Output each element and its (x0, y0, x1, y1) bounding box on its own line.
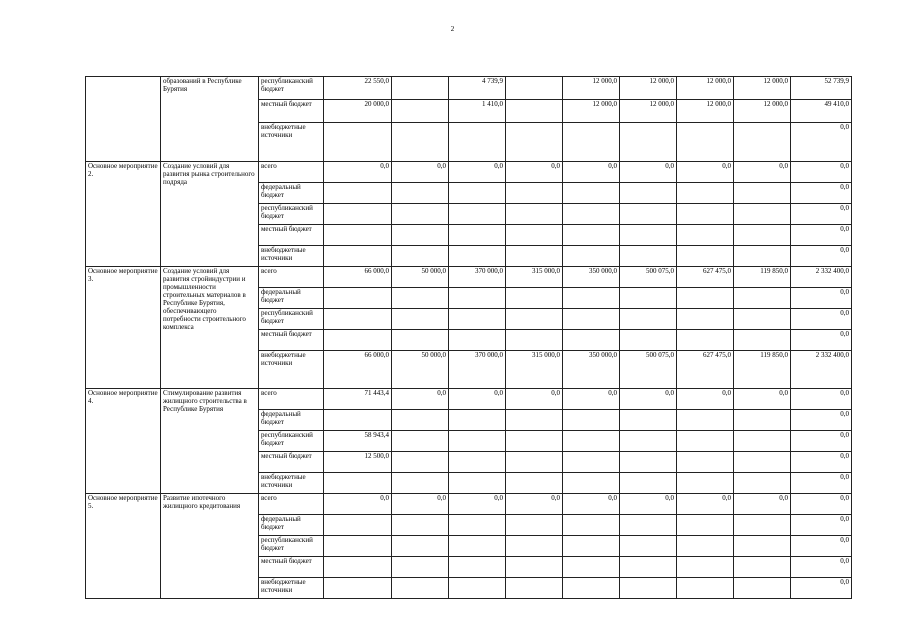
value-cell (563, 123, 620, 162)
value-cell (324, 225, 392, 246)
source-cell: местный бюджет (259, 330, 324, 351)
value-cell: 350 000,0 (563, 267, 620, 288)
source-cell: федеральный бюджет (259, 183, 324, 204)
value-cell (449, 536, 506, 557)
value-cell: 500 075,0 (620, 267, 677, 288)
value-cell (392, 578, 449, 599)
value-cell: 50 000,0 (392, 267, 449, 288)
table-row (86, 77, 852, 100)
value-cell (506, 183, 563, 204)
title-cell: Создание условий для развития стройиндустрии и промышленности строительных материалов в Республике Бурятия, обеспечивающего потребности строительного комплекса (161, 267, 259, 389)
value-cell (324, 309, 392, 330)
value-cell (449, 431, 506, 452)
value-cell: 0,0 (449, 162, 506, 183)
value-cell: 370 000,0 (449, 351, 506, 389)
value-cell: 0,0 (563, 389, 620, 410)
value-cell (620, 578, 677, 599)
value-cell (677, 288, 734, 309)
table-row (86, 162, 852, 183)
value-cell (324, 183, 392, 204)
value-cell: 119 850,0 (734, 351, 791, 389)
value-cell: 0,0 (791, 204, 852, 225)
value-cell: 0,0 (791, 431, 852, 452)
value-cell: 0,0 (791, 536, 852, 557)
source-cell: федеральный бюджет (259, 515, 324, 536)
value-cell: 0,0 (734, 389, 791, 410)
source-cell: республиканский бюджет (259, 431, 324, 452)
value-cell (620, 515, 677, 536)
value-cell (734, 536, 791, 557)
value-cell: 66 000,0 (324, 267, 392, 288)
value-cell (324, 536, 392, 557)
value-cell (734, 515, 791, 536)
value-cell (449, 473, 506, 494)
value-cell (392, 452, 449, 473)
value-cell (506, 288, 563, 309)
value-cell (734, 473, 791, 494)
source-cell: внебюджетные источники (259, 123, 324, 162)
value-cell (449, 452, 506, 473)
value-cell (449, 204, 506, 225)
source-cell: республиканский бюджет (259, 77, 324, 100)
value-cell (449, 123, 506, 162)
value-cell (563, 557, 620, 578)
source-cell: внебюджетные источники (259, 473, 324, 494)
value-cell: 315 000,0 (506, 351, 563, 389)
value-cell: 0,0 (791, 473, 852, 494)
value-cell (563, 452, 620, 473)
source-cell: республиканский бюджет (259, 309, 324, 330)
value-cell: 0,0 (791, 494, 852, 515)
value-cell (563, 204, 620, 225)
value-cell (734, 246, 791, 267)
value-cell (506, 410, 563, 431)
value-cell (506, 431, 563, 452)
value-cell (677, 410, 734, 431)
value-cell: 0,0 (620, 494, 677, 515)
value-cell (449, 183, 506, 204)
source-cell: внебюджетные источники (259, 246, 324, 267)
value-cell: 119 850,0 (734, 267, 791, 288)
value-cell (449, 578, 506, 599)
value-cell (563, 410, 620, 431)
source-cell: федеральный бюджет (259, 410, 324, 431)
value-cell (734, 309, 791, 330)
value-cell: 20 000,0 (324, 100, 392, 123)
value-cell (392, 431, 449, 452)
value-cell (392, 183, 449, 204)
value-cell: 0,0 (506, 494, 563, 515)
value-cell (620, 246, 677, 267)
value-cell: 12 000,0 (563, 77, 620, 100)
value-cell (392, 410, 449, 431)
value-cell: 0,0 (449, 494, 506, 515)
value-cell (620, 288, 677, 309)
value-cell: 2 332 400,0 (791, 351, 852, 389)
value-cell (677, 246, 734, 267)
value-cell (563, 431, 620, 452)
value-cell: 0,0 (791, 288, 852, 309)
value-cell (563, 473, 620, 494)
page-number: 2 (450, 25, 455, 33)
value-cell (449, 557, 506, 578)
source-cell: местный бюджет (259, 557, 324, 578)
value-cell (734, 183, 791, 204)
value-cell: 0,0 (620, 389, 677, 410)
value-cell (620, 410, 677, 431)
measure-cell: Основное мероприятие 4. (86, 389, 161, 494)
value-cell: 0,0 (791, 452, 852, 473)
value-cell (734, 225, 791, 246)
value-cell: 0,0 (791, 309, 852, 330)
value-cell: 2 332 400,0 (791, 267, 852, 288)
value-cell (677, 473, 734, 494)
value-cell (620, 123, 677, 162)
value-cell (324, 515, 392, 536)
value-cell: 0,0 (734, 162, 791, 183)
measure-cell: Основное мероприятие 5. (86, 494, 161, 599)
source-cell: местный бюджет (259, 452, 324, 473)
value-cell: 315 000,0 (506, 267, 563, 288)
value-cell (677, 183, 734, 204)
value-cell (392, 123, 449, 162)
source-cell: местный бюджет (259, 100, 324, 123)
value-cell (620, 204, 677, 225)
source-cell: внебюджетные источники (259, 351, 324, 389)
value-cell: 12 000,0 (563, 100, 620, 123)
value-cell (677, 578, 734, 599)
value-cell (506, 578, 563, 599)
value-cell: 12 500,0 (324, 452, 392, 473)
value-cell (563, 536, 620, 557)
value-cell (677, 557, 734, 578)
value-cell (324, 578, 392, 599)
value-cell: 500 075,0 (620, 351, 677, 389)
value-cell: 627 475,0 (677, 267, 734, 288)
value-cell (324, 246, 392, 267)
value-cell: 0,0 (791, 389, 852, 410)
value-cell: 12 000,0 (734, 77, 791, 100)
value-cell (392, 515, 449, 536)
value-cell (506, 515, 563, 536)
value-cell (620, 309, 677, 330)
value-cell (392, 246, 449, 267)
value-cell: 4 739,9 (449, 77, 506, 100)
value-cell: 0,0 (791, 225, 852, 246)
value-cell (563, 515, 620, 536)
source-cell: всего (259, 389, 324, 410)
title-cell: Развитие ипотечного жилищного кредитования (161, 494, 259, 599)
source-cell: республиканский бюджет (259, 536, 324, 557)
value-cell: 71 443,4 (324, 389, 392, 410)
value-cell (620, 452, 677, 473)
value-cell (324, 204, 392, 225)
value-cell (506, 77, 563, 100)
title-cell: Создание условий для развития рынка строительного подряда (161, 162, 259, 267)
value-cell: 0,0 (506, 389, 563, 410)
title-cell: Стимулирование развития жилищного строительства в Республике Бурятия (161, 389, 259, 494)
value-cell: 0,0 (791, 410, 852, 431)
table-row (86, 389, 852, 410)
source-cell: всего (259, 162, 324, 183)
value-cell (563, 309, 620, 330)
value-cell (734, 578, 791, 599)
value-cell (392, 288, 449, 309)
value-cell: 12 000,0 (677, 77, 734, 100)
value-cell: 12 000,0 (620, 77, 677, 100)
measure-cell (86, 77, 161, 162)
value-cell (392, 204, 449, 225)
value-cell (563, 288, 620, 309)
value-cell (734, 557, 791, 578)
value-cell: 0,0 (324, 162, 392, 183)
value-cell (449, 410, 506, 431)
value-cell (620, 183, 677, 204)
value-cell: 0,0 (324, 494, 392, 515)
value-cell (392, 100, 449, 123)
source-cell: федеральный бюджет (259, 288, 324, 309)
value-cell: 49 410,0 (791, 100, 852, 123)
value-cell (506, 100, 563, 123)
source-cell: всего (259, 494, 324, 515)
value-cell (506, 473, 563, 494)
value-cell (620, 557, 677, 578)
value-cell (449, 225, 506, 246)
value-cell: 0,0 (791, 246, 852, 267)
value-cell (324, 473, 392, 494)
value-cell: 0,0 (791, 162, 852, 183)
value-cell: 0,0 (791, 578, 852, 599)
value-cell: 0,0 (563, 494, 620, 515)
value-cell (392, 225, 449, 246)
measure-cell: Основное мероприятие 3. (86, 267, 161, 389)
value-cell (677, 330, 734, 351)
value-cell (506, 330, 563, 351)
value-cell: 0,0 (620, 162, 677, 183)
value-cell (506, 204, 563, 225)
value-cell (677, 515, 734, 536)
value-cell (392, 473, 449, 494)
value-cell (324, 288, 392, 309)
value-cell (392, 77, 449, 100)
value-cell (506, 557, 563, 578)
value-cell: 0,0 (449, 389, 506, 410)
table-row (86, 267, 852, 288)
value-cell: 50 000,0 (392, 351, 449, 389)
value-cell: 627 475,0 (677, 351, 734, 389)
value-cell (506, 123, 563, 162)
value-cell: 0,0 (791, 183, 852, 204)
title-cell: образований в Республике Бурятия (161, 77, 259, 162)
value-cell (734, 204, 791, 225)
budget-table (85, 76, 852, 599)
value-cell (324, 330, 392, 351)
value-cell (734, 410, 791, 431)
value-cell (677, 452, 734, 473)
source-cell: внебюджетные источники (259, 578, 324, 599)
value-cell (620, 330, 677, 351)
value-cell (392, 309, 449, 330)
value-cell: 350 000,0 (563, 351, 620, 389)
value-cell (324, 557, 392, 578)
value-cell (734, 330, 791, 351)
value-cell (506, 309, 563, 330)
value-cell (677, 431, 734, 452)
value-cell (506, 246, 563, 267)
value-cell: 0,0 (791, 123, 852, 162)
value-cell: 0,0 (677, 162, 734, 183)
value-cell (392, 536, 449, 557)
source-cell: местный бюджет (259, 225, 324, 246)
value-cell: 0,0 (677, 389, 734, 410)
value-cell (506, 536, 563, 557)
value-cell: 370 000,0 (449, 267, 506, 288)
value-cell: 0,0 (392, 162, 449, 183)
value-cell (449, 288, 506, 309)
source-cell: всего (259, 267, 324, 288)
value-cell: 0,0 (563, 162, 620, 183)
value-cell (449, 330, 506, 351)
value-cell: 52 739,9 (791, 77, 852, 100)
value-cell (734, 431, 791, 452)
value-cell: 0,0 (791, 557, 852, 578)
table-row (86, 494, 852, 515)
value-cell (620, 431, 677, 452)
value-cell (449, 309, 506, 330)
value-cell: 0,0 (392, 494, 449, 515)
value-cell: 0,0 (677, 494, 734, 515)
value-cell: 0,0 (791, 330, 852, 351)
value-cell: 12 000,0 (734, 100, 791, 123)
value-cell (392, 557, 449, 578)
value-cell: 0,0 (392, 389, 449, 410)
value-cell (677, 536, 734, 557)
value-cell (392, 330, 449, 351)
value-cell: 12 000,0 (620, 100, 677, 123)
value-cell (620, 225, 677, 246)
measure-cell: Основное мероприятие 2. (86, 162, 161, 267)
value-cell (734, 123, 791, 162)
value-cell (563, 183, 620, 204)
value-cell (563, 330, 620, 351)
value-cell (449, 515, 506, 536)
value-cell: 22 550,0 (324, 77, 392, 100)
value-cell (734, 452, 791, 473)
value-cell (620, 473, 677, 494)
value-cell: 0,0 (506, 162, 563, 183)
value-cell: 0,0 (734, 494, 791, 515)
value-cell: 66 000,0 (324, 351, 392, 389)
value-cell: 0,0 (791, 515, 852, 536)
value-cell (563, 246, 620, 267)
value-cell (324, 410, 392, 431)
value-cell (677, 123, 734, 162)
value-cell: 58 943,4 (324, 431, 392, 452)
value-cell (563, 578, 620, 599)
value-cell (677, 225, 734, 246)
value-cell (620, 536, 677, 557)
value-cell (506, 452, 563, 473)
value-cell (677, 309, 734, 330)
value-cell (563, 225, 620, 246)
value-cell (677, 204, 734, 225)
value-cell (324, 123, 392, 162)
value-cell: 12 000,0 (677, 100, 734, 123)
value-cell: 1 410,0 (449, 100, 506, 123)
value-cell (734, 288, 791, 309)
source-cell: республиканский бюджет (259, 204, 324, 225)
value-cell (449, 246, 506, 267)
value-cell (506, 225, 563, 246)
